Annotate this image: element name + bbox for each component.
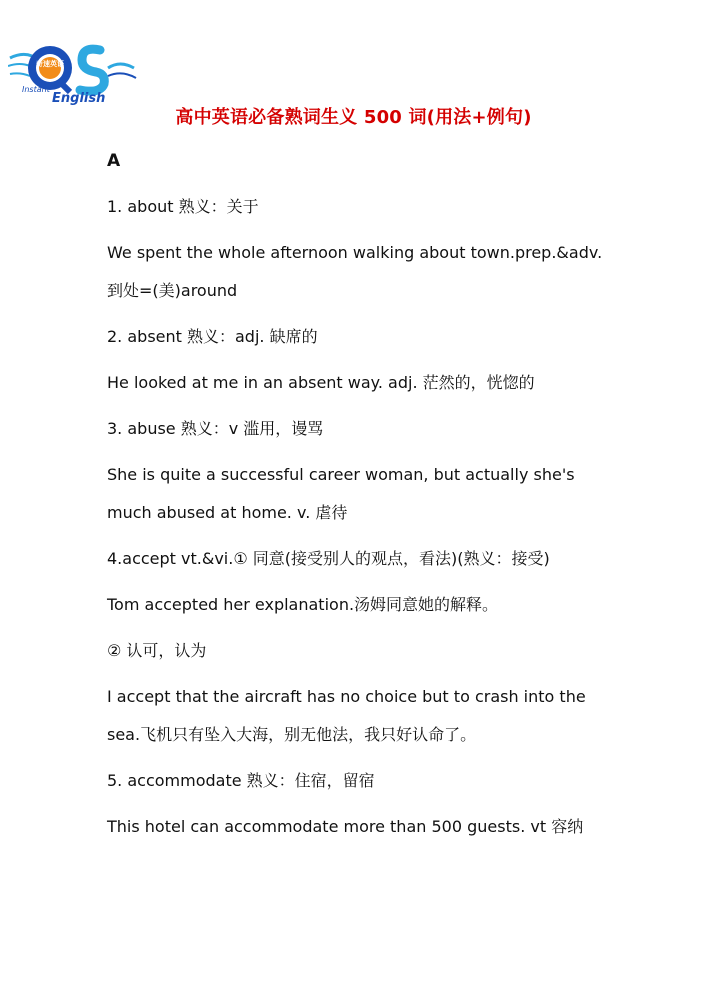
example-sentence: This hotel can accommodate more than 500 guests. vt 容纳	[107, 817, 584, 836]
section-heading: A	[107, 151, 121, 171]
brand-logo	[8, 38, 138, 108]
logo-english: English	[52, 91, 106, 106]
logo-instant: Instant	[22, 85, 50, 94]
entry-heading-absent: 2. absent 熟义：adj. 缺席的	[107, 327, 318, 346]
example-sentence: He looked at me in an absent way. adj. 茫然的，恍惚的	[107, 373, 535, 392]
entry-heading-abuse: 3. abuse 熟义：v 滥用，谩骂	[107, 419, 324, 438]
example-sentence: I accept that the aircraft has no choice but to crash into the sea.飞机只有坠入大海，别无他法，我只好认命了。	[107, 687, 586, 744]
entry-heading-about: 1. about 熟义：关于	[107, 197, 259, 216]
example-sentence: She is quite a successful career woman, but actually she's much abused at home. v. 虐待	[107, 465, 575, 522]
example-sentence: Tom accepted her explanation.汤姆同意她的解释。	[107, 595, 499, 614]
example-sentence: We spent the whole afternoon walking about town.prep.&adv.到处=(美)around	[107, 243, 603, 300]
sub-meaning: ② 认可，认为	[107, 641, 207, 660]
logo-chinese-top: 奇速英语	[36, 60, 64, 68]
document-body	[107, 146, 607, 854]
entry-heading-accommodate: 5. accommodate 熟义：住宿，留宿	[107, 771, 375, 790]
document-title: 高中英语必备熟词生义 500 词(用法+例句)	[175, 107, 532, 128]
entry-heading-accept: 4.accept vt.&vi.① 同意(接受别人的观点，看法)(熟义：接受)	[107, 549, 550, 568]
